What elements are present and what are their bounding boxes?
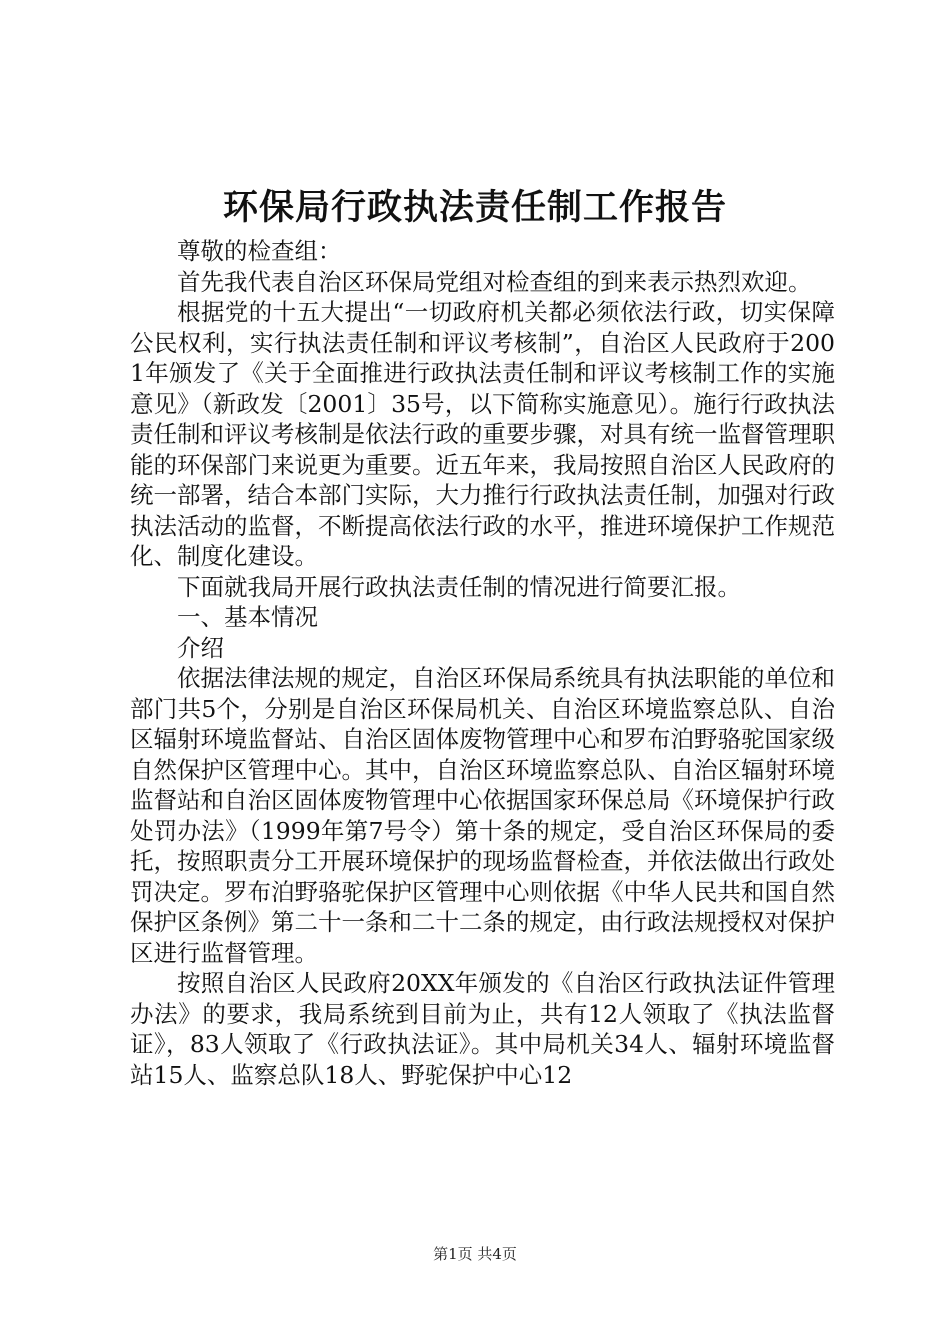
background-paragraph: 根据党的十五大提出“一切政府机关都必须依法行政，切实保障公民权利，实行执法责任制和评议考核制”，自治区人民政府于2001年颁发了《关于全面推进行政执法责任制和评议考核制工作的实施意见》（新政发〔2001〕35号，以下简称实施意见）。施行行政执法责任制和评议考核制是依法行政的重要步骤，对具有统一监督管理职能的环保部门来说更为重要。近五年来，我局按照自治区人民政府的统一部署，结合本部门实际，大力推行行政执法责任制，加强对行政执法活动的监督，不断提高依法行政的水平，推进环境保护工作规范化、制度化建设。 <box>130 298 835 570</box>
salutation-paragraph: 尊敬的检查组： <box>177 237 342 265</box>
section-subheading: 介绍 <box>177 633 224 662</box>
units-paragraph: 依据法律法规的规定，自治区环保局系统具有执法职能的单位和部门共5个，分别是自治区环保局机关、自治区环境监察总队、自治区辐射环境监督站、自治区固体废物管理中心和罗布泊野骆驼国家级自然保护区管理中心。其中，自治区环境监察总队、自治区辐射环境监督站和自治区固体废物管理中心依据国家环保总局《环境保护行政处罚办法》（1999年第7号令）第十条的规定，受自治区环保局的委托，按照职责分工开展环境保护的现场监督检查，并依法做出行政处罚决定。罗布泊野骆驼保护区管理中心则依据《中华人民共和国自然保护区条例》第二十一条和二十二条的规定，由行政法规授权对保护区进行监督管理。 <box>130 664 835 967</box>
certificates-paragraph: 按照自治区人民政府20XX年颁发的《自治区行政执法证件管理办法》的要求，我局系统到目前为止，共有12人领取了《执法监督证》，83人领取了《行政执法证》。其中局机关34人、辐射环境监督站15人、监察总队18人、野驼保护中心12 <box>130 969 835 1089</box>
document-body <box>130 236 835 1090</box>
welcome-paragraph: 首先我代表自治区环保局党组对检查组的到来表示热烈欢迎。 <box>177 267 812 296</box>
section-heading: 一、基本情况 <box>177 603 318 631</box>
document-title: 环保局行政执法责任制工作报告 <box>222 187 727 228</box>
report-intro-paragraph: 下面就我局开展行政执法责任制的情况进行简要汇报。 <box>177 572 741 601</box>
page-number-footer: 第1页 共4页 <box>433 1245 517 1263</box>
